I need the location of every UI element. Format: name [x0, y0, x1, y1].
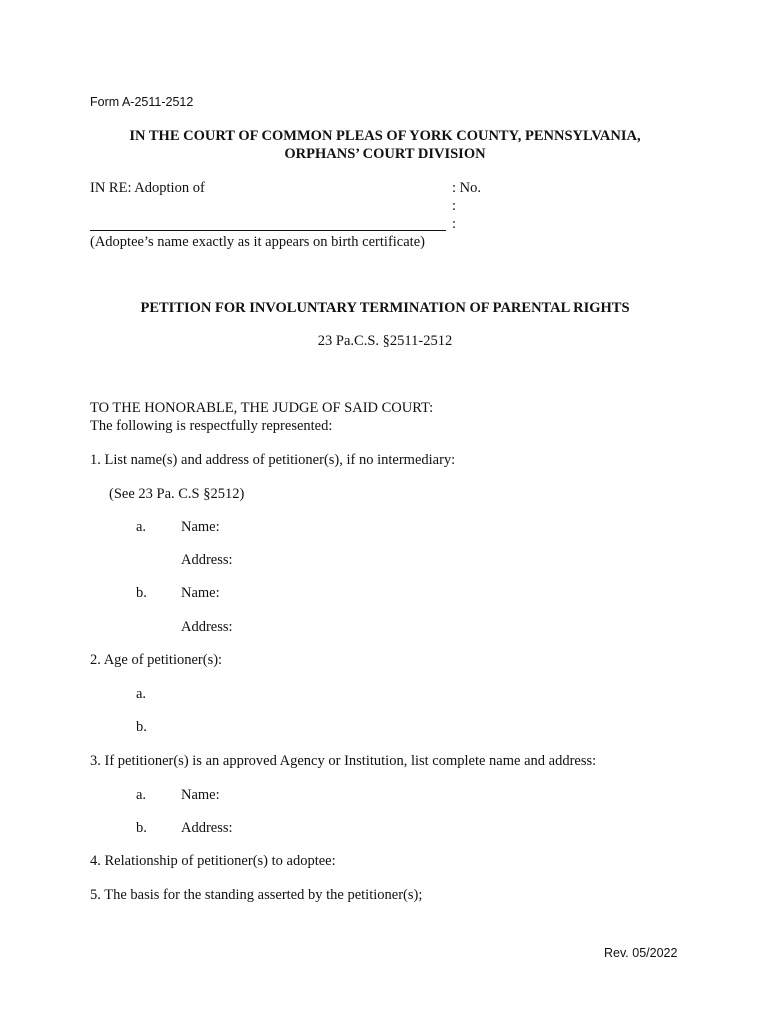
- revision-date: Rev. 05/2022: [604, 946, 678, 960]
- item-3b-marker: b.: [136, 820, 147, 836]
- item-1a-name-label: Name:: [181, 519, 220, 535]
- item-3: 3. If petitioner(s) is an approved Agency or Institution, list complete name and address:: [90, 753, 597, 769]
- item-1a-marker: a.: [136, 519, 147, 535]
- item-1-reference: (See 23 Pa. C.S §2512): [109, 486, 245, 502]
- item-3a-marker: a.: [136, 787, 147, 803]
- adoptee-name-line: [90, 230, 446, 231]
- item-1: 1. List name(s) and address of petitioner(s), if no intermediary:: [90, 452, 456, 468]
- caption-colon-2: :: [452, 216, 457, 232]
- item-3b-address-label: Address:: [181, 820, 233, 836]
- salutation-line2: The following is respectfully represented:: [90, 418, 333, 434]
- item-2: 2. Age of petitioner(s):: [90, 652, 223, 668]
- salutation-line1: TO THE HONORABLE, THE JUDGE OF SAID COURT:: [90, 400, 434, 416]
- item-1a-address-label: Address:: [181, 552, 233, 568]
- item-1b-name-label: Name:: [181, 585, 220, 601]
- in-re-label: IN RE: Adoption of: [90, 180, 205, 196]
- court-title-line1: IN THE COURT OF COMMON PLEAS OF YORK COUNTY, PENNSYLVANIA,: [129, 128, 641, 144]
- statute-reference: 23 Pa.C.S. §2511-2512: [317, 333, 453, 349]
- item-3a-name-label: Name:: [181, 787, 220, 803]
- item-4: 4. Relationship of petitioner(s) to adoptee:: [90, 853, 336, 869]
- item-2a-marker: a.: [136, 686, 147, 702]
- item-1b-address-label: Address:: [181, 619, 233, 635]
- item-1b-marker: b.: [136, 585, 147, 601]
- adoptee-name-instruction: (Adoptee’s name exactly as it appears on birth certificate): [90, 234, 425, 250]
- item-5: 5. The basis for the standing asserted by the petitioner(s);: [90, 887, 423, 903]
- petition-title: PETITION FOR INVOLUNTARY TERMINATION OF PARENTAL RIGHTS: [140, 300, 630, 316]
- form-number: Form A-2511-2512: [90, 95, 194, 109]
- case-number-label: : No.: [452, 180, 481, 196]
- item-2b-marker: b.: [136, 719, 147, 735]
- caption-colon-1: :: [452, 198, 457, 214]
- court-title-line2: ORPHANS’ COURT DIVISION: [284, 146, 486, 162]
